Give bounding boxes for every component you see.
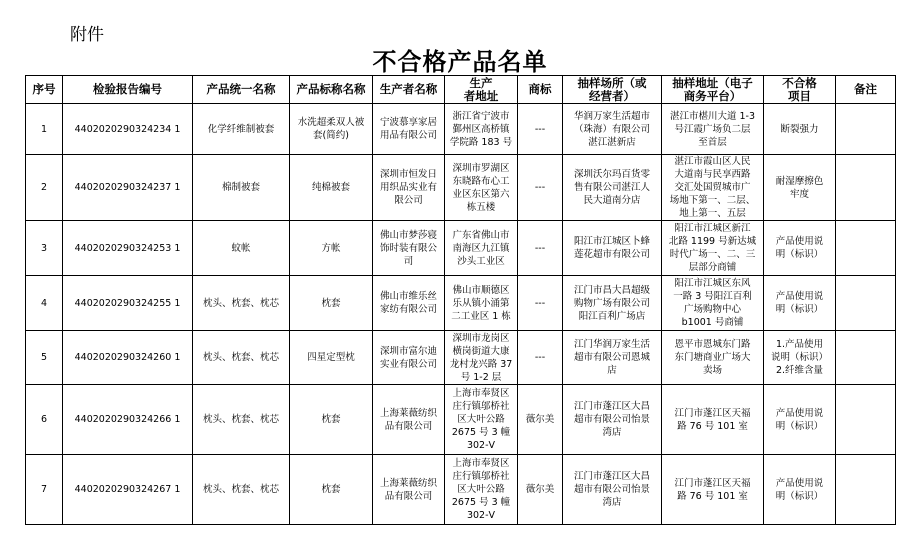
producer-name-cell: 上海莱薇纺织 品有限公司 bbox=[373, 455, 445, 525]
failed-item-cell: 断裂强力 bbox=[764, 104, 836, 155]
header-producer-address: 生产 者地址 bbox=[445, 76, 518, 104]
brand-cell: --- bbox=[518, 155, 563, 221]
producer-address-cell: 上海市奉贤区 庄行镇邬桥社 区大叶公路 2675 号 3 幢 302-V bbox=[445, 455, 518, 525]
unified-name-cell: 棉制被套 bbox=[193, 155, 290, 221]
header-brand: 商标 bbox=[518, 76, 563, 104]
failed-item-cell: 产品使用说 明（标识） bbox=[764, 385, 836, 455]
row-index-cell: 1 bbox=[26, 104, 63, 155]
nominal-name-cell: 四星定型枕 bbox=[290, 331, 373, 385]
report-number-cell: 4402020290324255 1 bbox=[63, 276, 193, 331]
page-title: 不合格产品名单 bbox=[372, 48, 548, 76]
unified-name-cell: 枕头、枕套、枕芯 bbox=[193, 455, 290, 525]
sampling-address-cell: 阳江市江城区新江 北路 1199 号新达城 时代广场一、二、三 层部分商铺 bbox=[662, 221, 764, 276]
remark-cell bbox=[836, 221, 896, 276]
report-number-cell: 4402020290324266 1 bbox=[63, 385, 193, 455]
producer-address-cell: 深圳市罗湖区 东晓路布心工 业区东区第六 栋五楼 bbox=[445, 155, 518, 221]
report-number-cell: 4402020290324260 1 bbox=[63, 331, 193, 385]
header-failed-item: 不合格 项目 bbox=[764, 76, 836, 104]
producer-name-cell: 佛山市梦莎寝 饰时装有限公 司 bbox=[373, 221, 445, 276]
brand-cell: --- bbox=[518, 331, 563, 385]
header-sampling-place: 抽样场所（或 经营者） bbox=[563, 76, 662, 104]
producer-address-cell: 浙江省宁波市 鄞州区高桥镇 学院路 183 号 bbox=[445, 104, 518, 155]
table-row bbox=[26, 221, 896, 276]
remark-cell bbox=[836, 104, 896, 155]
table-row bbox=[26, 104, 896, 155]
header-remark: 备注 bbox=[836, 76, 896, 104]
sampling-place-cell: 阳江市江城区卜蜂 莲花超市有限公司 bbox=[563, 221, 662, 276]
table-row bbox=[26, 331, 896, 385]
header-report-number: 检验报告编号 bbox=[63, 76, 193, 104]
row-index-cell: 7 bbox=[26, 455, 63, 525]
brand-cell: --- bbox=[518, 221, 563, 276]
row-index-cell: 3 bbox=[26, 221, 63, 276]
table-row bbox=[26, 455, 896, 525]
brand-cell: 薇尔美 bbox=[518, 455, 563, 525]
row-index-cell: 4 bbox=[26, 276, 63, 331]
failed-item-cell: 产品使用说 明（标识） bbox=[764, 221, 836, 276]
failed-item-cell: 产品使用说 明（标识） bbox=[764, 276, 836, 331]
producer-address-cell: 广东省佛山市 南海区九江镇 沙头工业区 bbox=[445, 221, 518, 276]
nominal-name-cell: 纯棉被套 bbox=[290, 155, 373, 221]
failed-item-cell: 耐湿摩擦色 牢度 bbox=[764, 155, 836, 221]
producer-name-cell: 上海莱薇纺织 品有限公司 bbox=[373, 385, 445, 455]
remark-cell bbox=[836, 331, 896, 385]
nominal-name-cell: 枕套 bbox=[290, 455, 373, 525]
header-producer-name: 生产者名称 bbox=[373, 76, 445, 104]
row-index-cell: 5 bbox=[26, 331, 63, 385]
sampling-address-cell: 江门市蓬江区天福 路 76 号 101 室 bbox=[662, 455, 764, 525]
table-row bbox=[26, 155, 896, 221]
attachment-label: 附件 bbox=[70, 25, 104, 45]
remark-cell bbox=[836, 455, 896, 525]
sampling-place-cell: 华润万家生活超市 （珠海）有限公司 湛江湛新店 bbox=[563, 104, 662, 155]
sampling-place-cell: 江门市蓬江区大昌 超市有限公司怡景 湾店 bbox=[563, 385, 662, 455]
sampling-address-cell: 阳江市江城区东风 一路 3 号阳江百利 广场购物中心 b1001 号商铺 bbox=[662, 276, 764, 331]
remark-cell bbox=[836, 276, 896, 331]
sampling-place-cell: 江门市蓬江区大昌 超市有限公司怡景 湾店 bbox=[563, 455, 662, 525]
header-sampling-address: 抽样地址（电子 商务平台） bbox=[662, 76, 764, 104]
sampling-address-cell: 湛江市椹川大道 1-3 号江霞广场负二层 至首层 bbox=[662, 104, 764, 155]
brand-cell: --- bbox=[518, 104, 563, 155]
table-header-row bbox=[26, 76, 896, 104]
nominal-name-cell: 枕套 bbox=[290, 385, 373, 455]
brand-cell: 薇尔美 bbox=[518, 385, 563, 455]
brand-cell: --- bbox=[518, 276, 563, 331]
sampling-place-cell: 江门市昌大昌超级 购物广场有限公司 阳江百利广场店 bbox=[563, 276, 662, 331]
nominal-name-cell: 枕套 bbox=[290, 276, 373, 331]
failed-item-cell: 产品使用说 明（标识） bbox=[764, 455, 836, 525]
producer-name-cell: 深圳市富尔迪 实业有限公司 bbox=[373, 331, 445, 385]
unified-name-cell: 化学纤维制被套 bbox=[193, 104, 290, 155]
sampling-place-cell: 江门华润万家生活 超市有限公司恩城 店 bbox=[563, 331, 662, 385]
sampling-address-cell: 恩平市恩城东门路 东门塘商业广场大 卖场 bbox=[662, 331, 764, 385]
sampling-address-cell: 湛江市霞山区人民 大道南与民享西路 交汇处国贸城市广 场地下第一、二层、 地上第一、五层 bbox=[662, 155, 764, 221]
producer-address-cell: 佛山市顺德区 乐从镇小涌第 二工业区 1 栋 bbox=[445, 276, 518, 331]
remark-cell bbox=[836, 155, 896, 221]
report-number-cell: 4402020290324267 1 bbox=[63, 455, 193, 525]
table-row bbox=[26, 276, 896, 331]
table-row bbox=[26, 385, 896, 455]
nonconforming-products-table bbox=[25, 75, 896, 525]
producer-name-cell: 佛山市维乐丝 家纺有限公司 bbox=[373, 276, 445, 331]
header-unified-name: 产品统一名称 bbox=[193, 76, 290, 104]
unified-name-cell: 枕头、枕套、枕芯 bbox=[193, 385, 290, 455]
nominal-name-cell: 方帐 bbox=[290, 221, 373, 276]
table-body bbox=[26, 104, 896, 525]
header-nominal-name: 产品标称名称 bbox=[290, 76, 373, 104]
sampling-address-cell: 江门市蓬江区天福 路 76 号 101 室 bbox=[662, 385, 764, 455]
header-index: 序号 bbox=[26, 76, 63, 104]
producer-address-cell: 上海市奉贤区 庄行镇邬桥社 区大叶公路 2675 号 3 幢 302-V bbox=[445, 385, 518, 455]
row-index-cell: 6 bbox=[26, 385, 63, 455]
row-index-cell: 2 bbox=[26, 155, 63, 221]
failed-item-cell: 1.产品使用 说明（标识） 2.纤维含量 bbox=[764, 331, 836, 385]
report-number-cell: 4402020290324234 1 bbox=[63, 104, 193, 155]
remark-cell bbox=[836, 385, 896, 455]
producer-name-cell: 宁波慕享家居 用品有限公司 bbox=[373, 104, 445, 155]
unified-name-cell: 枕头、枕套、枕芯 bbox=[193, 331, 290, 385]
report-number-cell: 4402020290324237 1 bbox=[63, 155, 193, 221]
unified-name-cell: 蚊帐 bbox=[193, 221, 290, 276]
producer-name-cell: 深圳市恒发日 用织品实业有 限公司 bbox=[373, 155, 445, 221]
nominal-name-cell: 水洗超柔双人被 套(简约) bbox=[290, 104, 373, 155]
unified-name-cell: 枕头、枕套、枕芯 bbox=[193, 276, 290, 331]
sampling-place-cell: 深圳沃尔玛百货零 售有限公司湛江人 民大道南分店 bbox=[563, 155, 662, 221]
producer-address-cell: 深圳市龙岗区 横岗街道大康 龙村龙兴路 37 号 1-2 层 bbox=[445, 331, 518, 385]
report-number-cell: 4402020290324253 1 bbox=[63, 221, 193, 276]
